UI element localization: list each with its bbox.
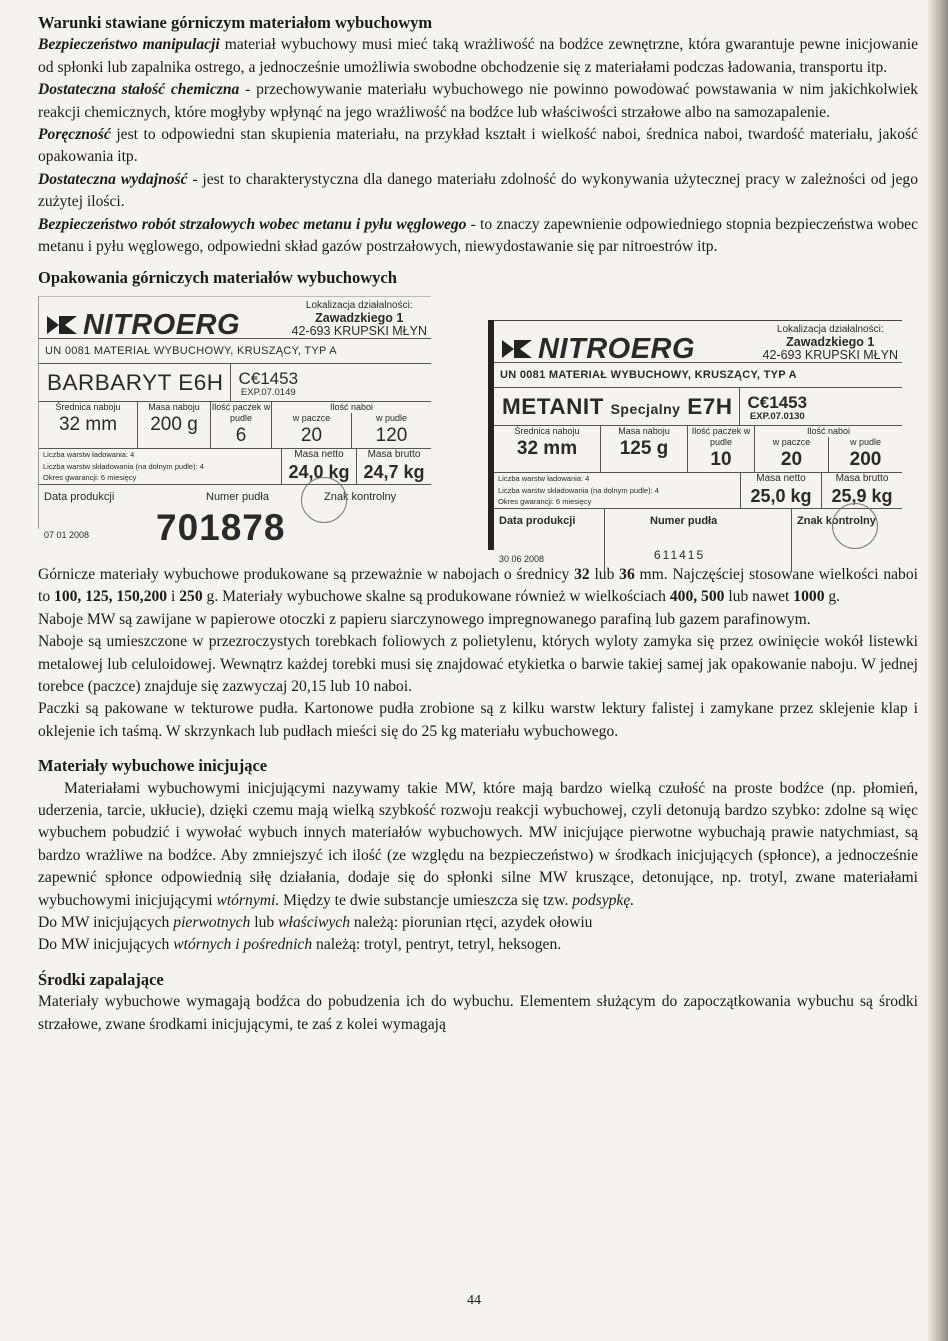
ce-mark (740, 388, 816, 425)
date-col (39, 485, 139, 549)
paragraph-primary (38, 912, 918, 934)
caption: Numer pudła (206, 490, 269, 503)
in-box-value: 120 (375, 425, 408, 447)
term: Dostateczna stałość chemiczna (38, 81, 240, 99)
text: lub (250, 913, 279, 931)
text: Między te dwie substancje umieszcza się tzw. (279, 891, 573, 909)
exp-code: EXP.07.0130 (749, 411, 805, 423)
nitroerg-logo-icon (45, 312, 79, 338)
control-col (792, 509, 902, 572)
caption: Ilość naboi (806, 426, 851, 437)
ce-number: C€1453 (747, 393, 808, 413)
bottom-row (39, 485, 431, 549)
bold-value: 1000 (793, 588, 825, 606)
diameter-cell (494, 426, 601, 472)
control-col (319, 485, 431, 549)
in-box (351, 413, 431, 448)
un-number: UN 0081 MATERIAŁ WYBUCHOWY, KRUSZĄCY, TYP A (39, 338, 431, 364)
date-col (494, 509, 605, 572)
box-number: 611415 (654, 548, 706, 563)
italic-term: właściwych (278, 913, 350, 931)
bold-value: 100, 125, 150,200 (54, 588, 168, 606)
caption: Masa netto (756, 473, 806, 485)
text: Materiałami wybuchowymi inicjującymi nazywamy takie MW, które mają bardzo wielką czułość na proste bodźce (np. płomień, uderzenia, tarcie, ukłucie), dzięki czemu mają wielką szybkość rozwoju reakcji wybuchowej, czyli detonują bardzo szybko: zdolne są więc wybuchem pobudzić i wywołać wybuch innych materiałów wybuchowych. MW inicjujące pierwotne wybuchają prawie natychmiast, są bardzo wrażliwe na bodźce. Aby zmniejszyć ich ilość (ze względu na bezpieczeństwo) w środkach inicjujących (spłonce), a jednocześnie zapewnić spłonce odpowiednią siłę działania, dodaje się do spłonki silne MW kruszące, detonujące, np. trotyl, zwane materiałami wybuchowymi inicjującymi (38, 779, 918, 909)
definition: - to znaczy zapewnienie odpowiedniego stopnia bezpieczeństwa wobec metanu i pyłu węglowego, odpowiedni skład gazów postrzałowych, niewydostawanie się par nitroestrów itp. (38, 215, 918, 256)
bottom-row (494, 509, 902, 572)
gross-mass-value: 25,9 kg (831, 486, 893, 507)
definition: jest to odpowiedni stan skupienia materiału, na przykład kształt i wielkość naboi, średnica naboi, twardość materiału, jakość opakowania itp. (38, 126, 918, 166)
date-value: 07 01 2008 (44, 530, 90, 541)
tiny-note: Liczba warstw składowania (na dolnym pudle): 4 (498, 485, 659, 495)
caption: w paczce (292, 413, 331, 424)
packs-cell (688, 426, 755, 472)
gross-mass (821, 473, 902, 508)
paragraph-handling-safety (38, 34, 918, 79)
paragraph-chemical-stability (38, 79, 918, 124)
net-mass (740, 473, 821, 508)
tiny-notes (39, 449, 281, 484)
box-col (605, 509, 792, 572)
caption: Masa naboju (618, 426, 670, 437)
mass-cell (601, 426, 688, 472)
caption: Średnica naboju (514, 426, 580, 437)
italic-term: wtórnych i pośrednich (173, 936, 313, 954)
page-number: 44 (467, 1293, 481, 1308)
control-stamp-icon (301, 477, 347, 523)
caption: Znak kontrolny (797, 514, 876, 527)
nitroerg-logo-icon (500, 336, 534, 362)
specs-grid (494, 426, 902, 473)
product-name: BARBARYT E6H (39, 364, 231, 401)
paragraph-methane-safety (38, 214, 918, 259)
caption: Numer pudła (650, 514, 718, 527)
specs-grid (39, 402, 431, 449)
italic-term: podsypkę. (572, 891, 635, 909)
count-sub (272, 413, 431, 448)
label-header (494, 321, 902, 365)
mass-cell (138, 402, 211, 448)
text: lub nawet (724, 588, 794, 606)
product-name-main: METANIT (502, 394, 604, 420)
definition: materiał wybuchowy musi mieć taką wrażliwość na bodźce zewnętrzne, która gwarantuje pewne inicjowanie od spłonki lub zapalnika ostrego, a jednocześnie umożliwia swobodne obchodzenie się z materiałami podczas ładowania, transportu itp. (38, 36, 918, 76)
product-name (494, 388, 740, 425)
mass-value: 125 g (619, 438, 669, 460)
tiny-note: Okres gwarancji: 6 miesięcy (498, 497, 592, 507)
brand (500, 332, 696, 365)
count-cell (755, 426, 902, 472)
caption: Ilość naboi (329, 402, 374, 413)
location-city: 42-693 KRUPSKI MŁYN (291, 323, 427, 338)
location-street: Zawadzkiego 1 (786, 334, 875, 349)
paragraph-boxes: Paczki są pakowane w tekturowe pudła. Kartonowe pudła zrobione są z kilku warstw lektury falistej i zamykane przez sklejenie klap i oklejenie ich taśmą. W skrzynkach lub pudłach mieści się do 25 kg materiału wybuchowego. (38, 700, 918, 740)
location-city: 42-693 KRUPSKI MŁYN (762, 347, 898, 362)
product-name-sub: Specjalny (610, 401, 681, 418)
packs-cell (211, 402, 272, 448)
control-stamp-icon (832, 503, 878, 549)
text: Do MW inicjujących (38, 936, 174, 954)
page-content (38, 12, 918, 1036)
definition: - przechowywanie materiału wybuchowego nie powinno powodować powstawania w nim jakichkolwiek reakcji chemicznych, które mogłyby wpłynąć na jego wrażliwość na bodźce lub właściwości strzałowe albo na samozapalenie. (38, 81, 918, 121)
diameter-value: 32 mm (58, 414, 118, 436)
section-title-initiating: Materiały wybuchowe inicjujące (38, 756, 268, 776)
mass-value: 200 g (150, 414, 198, 436)
diameter-cell (39, 402, 138, 448)
ce-mark (231, 364, 307, 401)
gross-mass (356, 449, 431, 484)
text: lub (589, 565, 620, 583)
bold-value: 32 (574, 565, 590, 583)
mass-row (494, 473, 902, 509)
label-inner (494, 320, 902, 572)
product-row (494, 388, 902, 426)
caption: Data produkcji (499, 514, 576, 527)
paragraph-bags: Naboje są umieszczone w przezroczystych torebkach foliowych z polietylenu, których wyloty zamyka się przez owinięcie wokół listewki metalowej lub celuloidowej. Wewnątrz każdej torebki musi się znajdować etykietka o barwie takiej samej jak opakowanie naboju. W jednej torebce (paczce) znajduje się zazwyczaj 20,15 lub 10 naboi. (38, 633, 918, 695)
product-code: E7H (687, 394, 733, 420)
caption: w paczce (772, 437, 811, 448)
bold-value: 400, 500 (669, 588, 725, 606)
section-title-packaging: Opakowania górniczych materiałów wybuchowych (38, 268, 397, 288)
text: należą: piorunian rtęci, azydek ołowiu (350, 913, 593, 931)
caption: Ilość paczek w pudle (211, 402, 271, 424)
bold-value: 36 (619, 565, 635, 583)
text: należą: trotyl, pentryt, tetryl, heksogen. (312, 936, 562, 954)
location (763, 323, 898, 362)
count-sub (755, 437, 902, 472)
location-heading: Lokalizacja działalności: (305, 299, 413, 311)
caption: w pudle (375, 413, 408, 424)
gross-mass-value: 24,7 kg (363, 462, 425, 483)
paragraph-secondary (38, 934, 918, 956)
tiny-note: Okres gwarancji: 6 miesięcy (43, 473, 137, 483)
italic-term: pierwotnych (173, 913, 251, 931)
term: Bezpieczeństwo robót strzałowych wobec metanu i pyłu węglowego (38, 215, 467, 233)
in-box (828, 437, 902, 472)
packs-value: 6 (235, 425, 247, 447)
paragraph-initiating-definition (38, 778, 918, 912)
brand-name: NITROERG (538, 332, 696, 365)
brand (45, 308, 241, 341)
location-street: Zawadzkiego 1 (315, 310, 404, 325)
in-pack (755, 437, 828, 472)
net-mass-value: 25,0 kg (750, 486, 812, 507)
product-row (39, 364, 431, 402)
text: g. (824, 588, 841, 606)
net-mass-value: 24,0 kg (288, 462, 350, 483)
section-title-igniting: Środki zapalające (38, 969, 164, 989)
packaging-labels (38, 296, 918, 564)
paragraph-handiness (38, 124, 918, 169)
in-box-value: 200 (849, 449, 882, 471)
caption: Data produkcji (44, 490, 115, 503)
caption: Masa naboju (148, 402, 200, 413)
in-pack-value: 20 (300, 425, 323, 447)
packs-value: 10 (710, 449, 732, 471)
text: mm. Najczęściej stosowane wielkości naboi to (38, 565, 918, 606)
text: Górnicze materiały wybuchowe produkowane są przeważnie w nabojach o średnicy (38, 565, 575, 583)
date-value: 30 06 2008 (499, 554, 545, 565)
section-title-requirements: Warunki stawiane górniczym materiałom wybuchowym (38, 13, 433, 32)
definition: - jest to charakterystyczna dla danego materiału zdolność do wykonywania użytecznej pracy w zależności od jego zużytej ilości. (38, 170, 919, 211)
caption: w pudle (849, 437, 882, 448)
tiny-note: Liczba warstw składowania (na dolnym pudle): 4 (43, 461, 204, 471)
diameter-value: 32 mm (516, 438, 578, 460)
in-pack-value: 20 (780, 449, 803, 471)
tiny-note: Liczba warstw ładowania: 4 (43, 450, 135, 460)
exp-code: EXP.07.0149 (240, 387, 296, 399)
caption: Znak kontrolny (324, 490, 397, 503)
page-edge-shadow (928, 0, 948, 1341)
brand-name: NITROERG (83, 308, 241, 341)
text: g. Materiały wybuchowe skalne są produkowane również w wielkościach (202, 588, 670, 606)
caption: Masa brutto (835, 473, 889, 485)
caption: Masa brutto (367, 449, 421, 461)
paragraph-igniting: Materiały wybuchowe wymagają bodźca do pobudzenia ich do wybuchu. Elementem służącym do zapoczątkowania wybuchu są środki strzałowe, zwane środkami inicjującymi, te zaś z kolei wymagają (38, 993, 918, 1033)
tiny-notes (494, 473, 740, 508)
ce-number: C€1453 (238, 369, 299, 389)
label-header (39, 297, 431, 341)
paragraph-efficiency (38, 169, 918, 214)
caption: Masa netto (294, 449, 344, 461)
bold-value: 250 (179, 588, 203, 606)
term: Bezpieczeństwo manipulacji (38, 36, 220, 54)
caption: Średnica naboju (55, 402, 121, 413)
label-barbaryt (38, 296, 431, 549)
location (292, 299, 427, 338)
paragraph-wrapping: Naboje MW są zawijane w papierowe otoczki z papieru siarczynowego impregnowanego parafiną lub gazem parafinowym. (38, 610, 811, 628)
caption: Ilość paczek w pudle (691, 426, 751, 448)
term: Poręczność (38, 126, 111, 144)
term: Dostateczna wydajność (38, 170, 188, 188)
text: i (167, 588, 180, 606)
label-metanit (488, 320, 902, 565)
location-heading: Lokalizacja działalności: (776, 323, 884, 335)
mass-row (39, 449, 431, 485)
italic-term: wtórnymi. (216, 891, 280, 909)
tiny-note: Liczba warstw ładowania: 4 (498, 474, 590, 484)
box-col (139, 485, 319, 549)
count-cell (272, 402, 431, 448)
text: Do MW inicjujących (38, 913, 174, 931)
box-number: 701878 (156, 507, 286, 549)
in-pack (272, 413, 351, 448)
un-number: UN 0081 MATERIAŁ WYBUCHOWY, KRUSZĄCY, TYP A (494, 362, 902, 388)
